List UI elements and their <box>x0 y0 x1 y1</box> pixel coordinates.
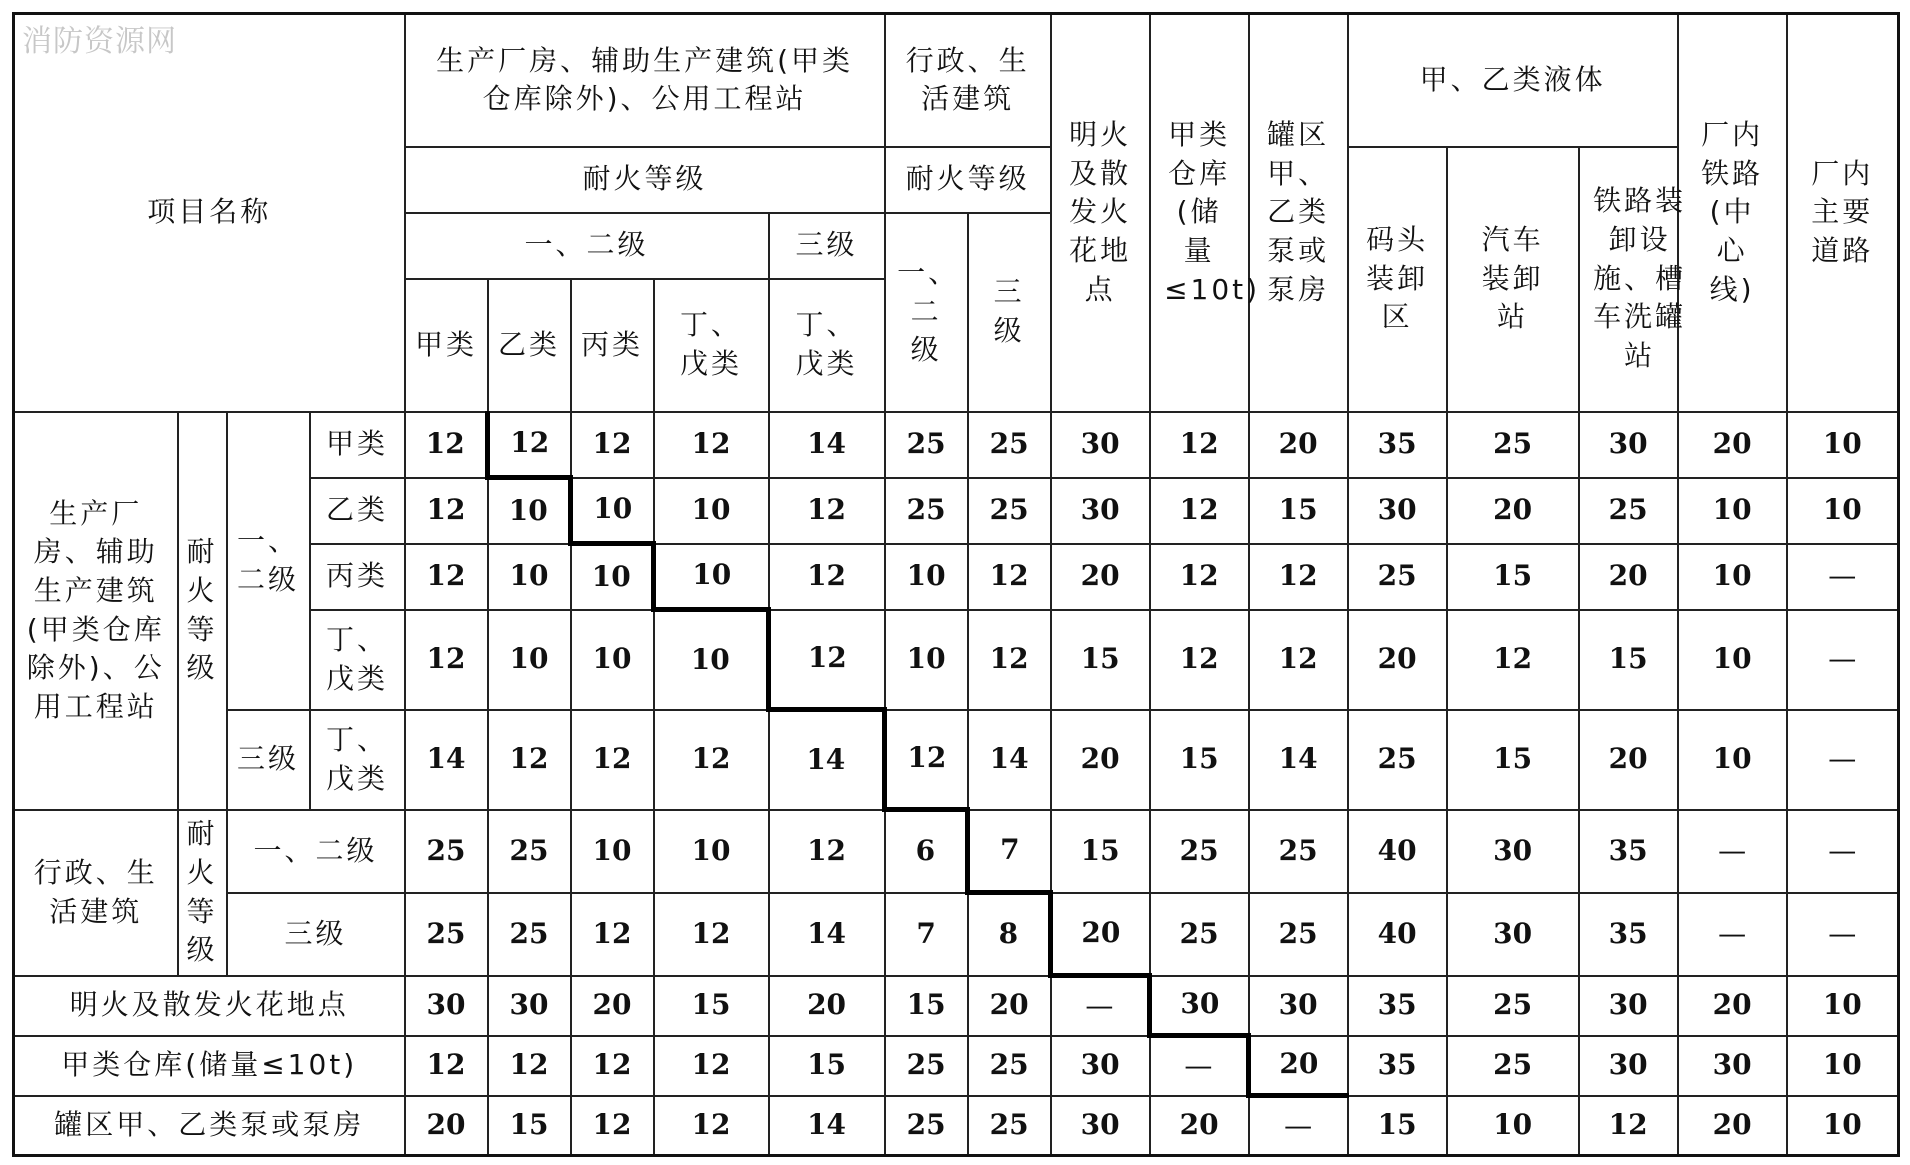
cell-r2-c11: 15 <box>1447 544 1579 610</box>
cell-r9-c1: 15 <box>488 1096 571 1156</box>
prod-fire-rating-text: 耐火等级 <box>186 535 218 685</box>
cell-r4-c9: 14 <box>1249 710 1348 810</box>
item-name-header: 项目名称 <box>14 14 405 412</box>
cell-r4-c13: 10 <box>1678 710 1787 810</box>
cell-r0-c12: 30 <box>1579 412 1678 478</box>
level-12-header: 一、二级 <box>405 213 769 279</box>
cell-r3-c13: 10 <box>1678 610 1787 710</box>
cell-r1-c7: 30 <box>1051 478 1150 544</box>
cell-r8-c2: 12 <box>571 1036 654 1096</box>
cell-r8-c1: 12 <box>488 1036 571 1096</box>
prod-fire-rating-header: 耐火等级 <box>405 147 885 213</box>
cat-de-label: 丁、戊类 <box>680 308 743 380</box>
admin-block-text: 行政、生活建筑 <box>33 855 158 928</box>
cell-r2-c14: — <box>1787 544 1899 610</box>
cell-r7-c1: 30 <box>488 976 571 1036</box>
cat-c-header: 丙类 <box>571 279 654 412</box>
cell-r4-c7: 20 <box>1051 710 1150 810</box>
row-level-12-text: 一、二级 <box>236 523 299 596</box>
cell-r0-c4: 14 <box>769 412 885 478</box>
cell-r0-c1: 12 <box>488 412 571 478</box>
cell-r6-c4: 14 <box>769 893 885 976</box>
truck-header <box>1447 147 1579 412</box>
cell-r3-c4: 12 <box>769 610 885 710</box>
open-flame-label: 明火及散发火花地点 <box>1069 118 1132 306</box>
road-label: 厂内主要道路 <box>1811 156 1874 268</box>
dock-header <box>1348 147 1447 412</box>
a-warehouse-header <box>1150 14 1261 412</box>
cell-r5-c2: 10 <box>571 810 654 893</box>
admin-group-header <box>885 14 1051 147</box>
a-warehouse-label: 甲类仓库(储量≤10t) <box>1164 118 1261 306</box>
liquid-group-header: 甲、乙类液体 <box>1348 14 1678 147</box>
cell-r2-c10: 25 <box>1348 544 1447 610</box>
cell-r0-c8: 12 <box>1150 412 1249 478</box>
cell-r2-c7: 20 <box>1051 544 1150 610</box>
cell-r1-c0: 12 <box>405 478 488 544</box>
cell-r8-c10: 35 <box>1348 1036 1447 1096</box>
cell-r1-c6: 25 <box>968 478 1051 544</box>
cell-r7-c13: 20 <box>1678 976 1787 1036</box>
cell-r6-c10: 40 <box>1348 893 1447 976</box>
admin-rating-text: 耐火等级 <box>186 817 218 967</box>
cell-r8-c0: 12 <box>405 1036 488 1096</box>
table-row <box>14 412 1899 478</box>
admin-l3-header <box>968 213 1051 412</box>
cell-r4-c5: 12 <box>885 710 968 810</box>
cell-r4-c4: 14 <box>769 710 885 810</box>
cell-r6-c3: 12 <box>654 893 769 976</box>
cell-r3-c12: 15 <box>1579 610 1678 710</box>
cell-r0-c0: 12 <box>405 412 488 478</box>
cell-r9-c0: 20 <box>405 1096 488 1156</box>
cell-r4-c11: 15 <box>1447 710 1579 810</box>
cell-r5-c3: 10 <box>654 810 769 893</box>
prod-fire-rating-label <box>178 412 227 810</box>
cell-r9-c13: 20 <box>1678 1096 1787 1156</box>
cell-r9-c12: 12 <box>1579 1096 1678 1156</box>
admin-l12-label: 一、二级 <box>897 256 960 367</box>
rail-load-header <box>1579 147 1687 412</box>
cell-r1-c1: 10 <box>488 478 571 544</box>
cell-r6-c14: — <box>1787 893 1899 976</box>
cell-r1-c10: 30 <box>1348 478 1447 544</box>
cell-r5-c12: 35 <box>1579 810 1678 893</box>
dock-label: 码头装卸区 <box>1366 223 1429 334</box>
cell-r8-c5: 25 <box>885 1036 968 1096</box>
cell-r6-c13: — <box>1678 893 1787 976</box>
cat-b-header: 乙类 <box>488 279 571 412</box>
road-header <box>1787 14 1899 412</box>
cell-r9-c5: 25 <box>885 1096 968 1156</box>
fire-distance-table <box>12 12 1900 1157</box>
cell-r2-c3: 10 <box>654 544 769 610</box>
cell-r2-c9: 12 <box>1249 544 1348 610</box>
cell-r6-c7: 20 <box>1051 893 1150 976</box>
cell-r4-c6: 14 <box>968 710 1051 810</box>
cell-r7-c10: 35 <box>1348 976 1447 1036</box>
cell-r9-c2: 12 <box>571 1096 654 1156</box>
cell-r9-c9: — <box>1249 1096 1348 1156</box>
cell-r7-c14: 10 <box>1787 976 1899 1036</box>
railway-label: 厂内铁路(中心线) <box>1701 118 1764 306</box>
cell-r0-c13: 20 <box>1678 412 1787 478</box>
row-admin-l12-label: 一、二级 <box>227 810 405 893</box>
cell-r3-c2: 10 <box>571 610 654 710</box>
cell-r3-c7: 15 <box>1051 610 1150 710</box>
row-cat-c-label: 丙类 <box>310 544 405 610</box>
cell-r6-c2: 12 <box>571 893 654 976</box>
cell-r2-c4: 12 <box>769 544 885 610</box>
cell-r6-c5: 7 <box>885 893 968 976</box>
cell-r8-c7: 30 <box>1051 1036 1150 1096</box>
admin-rating-label <box>178 810 227 976</box>
cell-r0-c11: 25 <box>1447 412 1579 478</box>
cell-r1-c11: 20 <box>1447 478 1579 544</box>
cell-r7-c4: 20 <box>769 976 885 1036</box>
table-row <box>14 893 1899 976</box>
cell-r5-c5: 6 <box>885 810 968 893</box>
cat-de-l3-header <box>769 279 885 412</box>
cell-r5-c10: 40 <box>1348 810 1447 893</box>
cell-r5-c4: 12 <box>769 810 885 893</box>
cell-r0-c2: 12 <box>571 412 654 478</box>
row-tank-pump-label: 罐区甲、乙类泵或泵房 <box>14 1096 405 1156</box>
cell-r9-c10: 15 <box>1348 1096 1447 1156</box>
cell-r1-c13: 10 <box>1678 478 1787 544</box>
admin-block-label <box>14 810 178 976</box>
cell-r1-c9: 15 <box>1249 478 1348 544</box>
cell-r5-c9: 25 <box>1249 810 1348 893</box>
row-level-12-label <box>227 412 310 710</box>
prod-group-header <box>405 14 885 147</box>
cell-r3-c11: 12 <box>1447 610 1579 710</box>
admin-l12-header <box>885 213 968 412</box>
cell-r4-c2: 12 <box>571 710 654 810</box>
admin-group-label: 行政、生活建筑 <box>905 43 1030 116</box>
cell-r4-c3: 12 <box>654 710 769 810</box>
cell-r5-c11: 30 <box>1447 810 1579 893</box>
cell-r6-c0: 25 <box>405 893 488 976</box>
cell-r7-c3: 15 <box>654 976 769 1036</box>
cell-r7-c12: 30 <box>1579 976 1678 1036</box>
cell-r7-c11: 25 <box>1447 976 1579 1036</box>
cat-a-header: 甲类 <box>405 279 488 412</box>
cell-r5-c0: 25 <box>405 810 488 893</box>
open-flame-header <box>1051 14 1150 412</box>
prod-group-label: 生产厂房、辅助生产建筑(甲类仓库除外)、公用工程站 <box>436 43 854 116</box>
cell-r2-c13: 10 <box>1678 544 1787 610</box>
cell-r0-c7: 30 <box>1051 412 1150 478</box>
cell-r6-c6: 8 <box>968 893 1051 976</box>
cell-r2-c6: 12 <box>968 544 1051 610</box>
cell-r8-c9: 20 <box>1249 1036 1348 1096</box>
cell-r2-c8: 12 <box>1150 544 1249 610</box>
cell-r1-c8: 12 <box>1150 478 1249 544</box>
cell-r2-c12: 20 <box>1579 544 1678 610</box>
cell-r3-c10: 20 <box>1348 610 1447 710</box>
prod-block-label <box>14 412 178 810</box>
row-cat-de-3-text: 丁、戊类 <box>325 722 388 795</box>
cell-r0-c5: 25 <box>885 412 968 478</box>
rail-load-label: 铁路装卸设施、槽车洗罐站 <box>1593 184 1687 372</box>
cell-r3-c9: 12 <box>1249 610 1348 710</box>
admin-l3-label: 三级 <box>993 275 1025 347</box>
cell-r1-c2: 10 <box>571 478 654 544</box>
row-cat-de-label <box>310 610 405 710</box>
cell-r9-c14: 10 <box>1787 1096 1899 1156</box>
cell-r0-c14: 10 <box>1787 412 1899 478</box>
cell-r5-c7: 15 <box>1051 810 1150 893</box>
cell-r2-c2: 10 <box>571 544 654 610</box>
cell-r7-c0: 30 <box>405 976 488 1036</box>
cell-r8-c14: 10 <box>1787 1036 1899 1096</box>
cell-r4-c8: 15 <box>1150 710 1249 810</box>
row-cat-a-label: 甲类 <box>310 412 405 478</box>
cell-r6-c1: 25 <box>488 893 571 976</box>
cell-r6-c12: 35 <box>1579 893 1678 976</box>
cell-r9-c11: 10 <box>1447 1096 1579 1156</box>
cell-r4-c10: 25 <box>1348 710 1447 810</box>
cell-r6-c9: 25 <box>1249 893 1348 976</box>
admin-fire-rating-header: 耐火等级 <box>885 147 1051 213</box>
cell-r7-c7: — <box>1051 976 1150 1036</box>
cell-r4-c1: 12 <box>488 710 571 810</box>
cell-r9-c3: 12 <box>654 1096 769 1156</box>
cell-r9-c7: 30 <box>1051 1096 1150 1156</box>
cell-r4-c0: 14 <box>405 710 488 810</box>
cell-r5-c13: — <box>1678 810 1787 893</box>
cell-r3-c8: 12 <box>1150 610 1249 710</box>
cell-r9-c8: 20 <box>1150 1096 1249 1156</box>
cell-r9-c4: 14 <box>769 1096 885 1156</box>
cell-r8-c4: 15 <box>769 1036 885 1096</box>
cell-r2-c1: 10 <box>488 544 571 610</box>
table-row <box>14 710 1899 810</box>
cell-r1-c3: 10 <box>654 478 769 544</box>
cell-r7-c8: 30 <box>1150 976 1249 1036</box>
cat-de-l3-label: 丁、戊类 <box>795 308 858 380</box>
cell-r7-c5: 15 <box>885 976 968 1036</box>
cell-r3-c1: 10 <box>488 610 571 710</box>
watermark: 消防资源网 <box>22 24 177 59</box>
cell-r2-c0: 12 <box>405 544 488 610</box>
cell-r1-c12: 25 <box>1579 478 1678 544</box>
prod-block-text: 生产厂房、辅助生产建筑(甲类仓库除外)、公用工程站 <box>26 496 165 723</box>
cell-r1-c4: 12 <box>769 478 885 544</box>
cell-r0-c6: 25 <box>968 412 1051 478</box>
cell-r1-c5: 25 <box>885 478 968 544</box>
tank-pump-header <box>1249 14 1348 412</box>
cell-r0-c3: 12 <box>654 412 769 478</box>
cell-r7-c6: 20 <box>968 976 1051 1036</box>
cell-r6-c11: 30 <box>1447 893 1579 976</box>
cell-r8-c8: — <box>1150 1036 1249 1096</box>
cell-r8-c6: 25 <box>968 1036 1051 1096</box>
cell-r5-c1: 25 <box>488 810 571 893</box>
table-row <box>14 810 1899 893</box>
cell-r2-c5: 10 <box>885 544 968 610</box>
table-row <box>14 1096 1899 1156</box>
table-row <box>14 976 1899 1036</box>
cell-r8-c11: 25 <box>1447 1036 1579 1096</box>
row-cat-de-text: 丁、戊类 <box>325 622 388 695</box>
cell-r3-c6: 12 <box>968 610 1051 710</box>
tank-pump-label: 罐区甲、乙类泵或泵房 <box>1267 118 1330 306</box>
row-level-3-label: 三级 <box>227 710 310 810</box>
cell-r9-c6: 25 <box>968 1096 1051 1156</box>
row-cat-de-3-label <box>310 710 405 810</box>
cell-r3-c0: 12 <box>405 610 488 710</box>
cell-r1-c14: 10 <box>1787 478 1899 544</box>
cat-de-header <box>654 279 769 412</box>
cell-r6-c8: 25 <box>1150 893 1249 976</box>
cell-r8-c3: 12 <box>654 1036 769 1096</box>
cell-r8-c12: 30 <box>1579 1036 1678 1096</box>
truck-label: 汽车装卸站 <box>1481 223 1544 334</box>
cell-r0-c9: 20 <box>1249 412 1348 478</box>
cell-r3-c3: 10 <box>654 610 769 710</box>
cell-r5-c8: 25 <box>1150 810 1249 893</box>
table-row <box>14 1036 1899 1096</box>
cell-r4-c14: — <box>1787 710 1899 810</box>
row-open-flame-label: 明火及散发火花地点 <box>14 976 405 1036</box>
cell-r3-c14: — <box>1787 610 1899 710</box>
cell-r4-c12: 20 <box>1579 710 1678 810</box>
cell-r0-c10: 35 <box>1348 412 1447 478</box>
row-a-warehouse-label: 甲类仓库(储量≤10t) <box>14 1036 405 1096</box>
cell-r3-c5: 10 <box>885 610 968 710</box>
cell-r5-c14: — <box>1787 810 1899 893</box>
level-3-header: 三级 <box>769 213 885 279</box>
cell-r7-c2: 20 <box>571 976 654 1036</box>
cell-r5-c6: 7 <box>968 810 1051 893</box>
cell-r8-c13: 30 <box>1678 1036 1787 1096</box>
cell-r7-c9: 30 <box>1249 976 1348 1036</box>
row-admin-l3-label: 三级 <box>227 893 405 976</box>
row-cat-b-label: 乙类 <box>310 478 405 544</box>
